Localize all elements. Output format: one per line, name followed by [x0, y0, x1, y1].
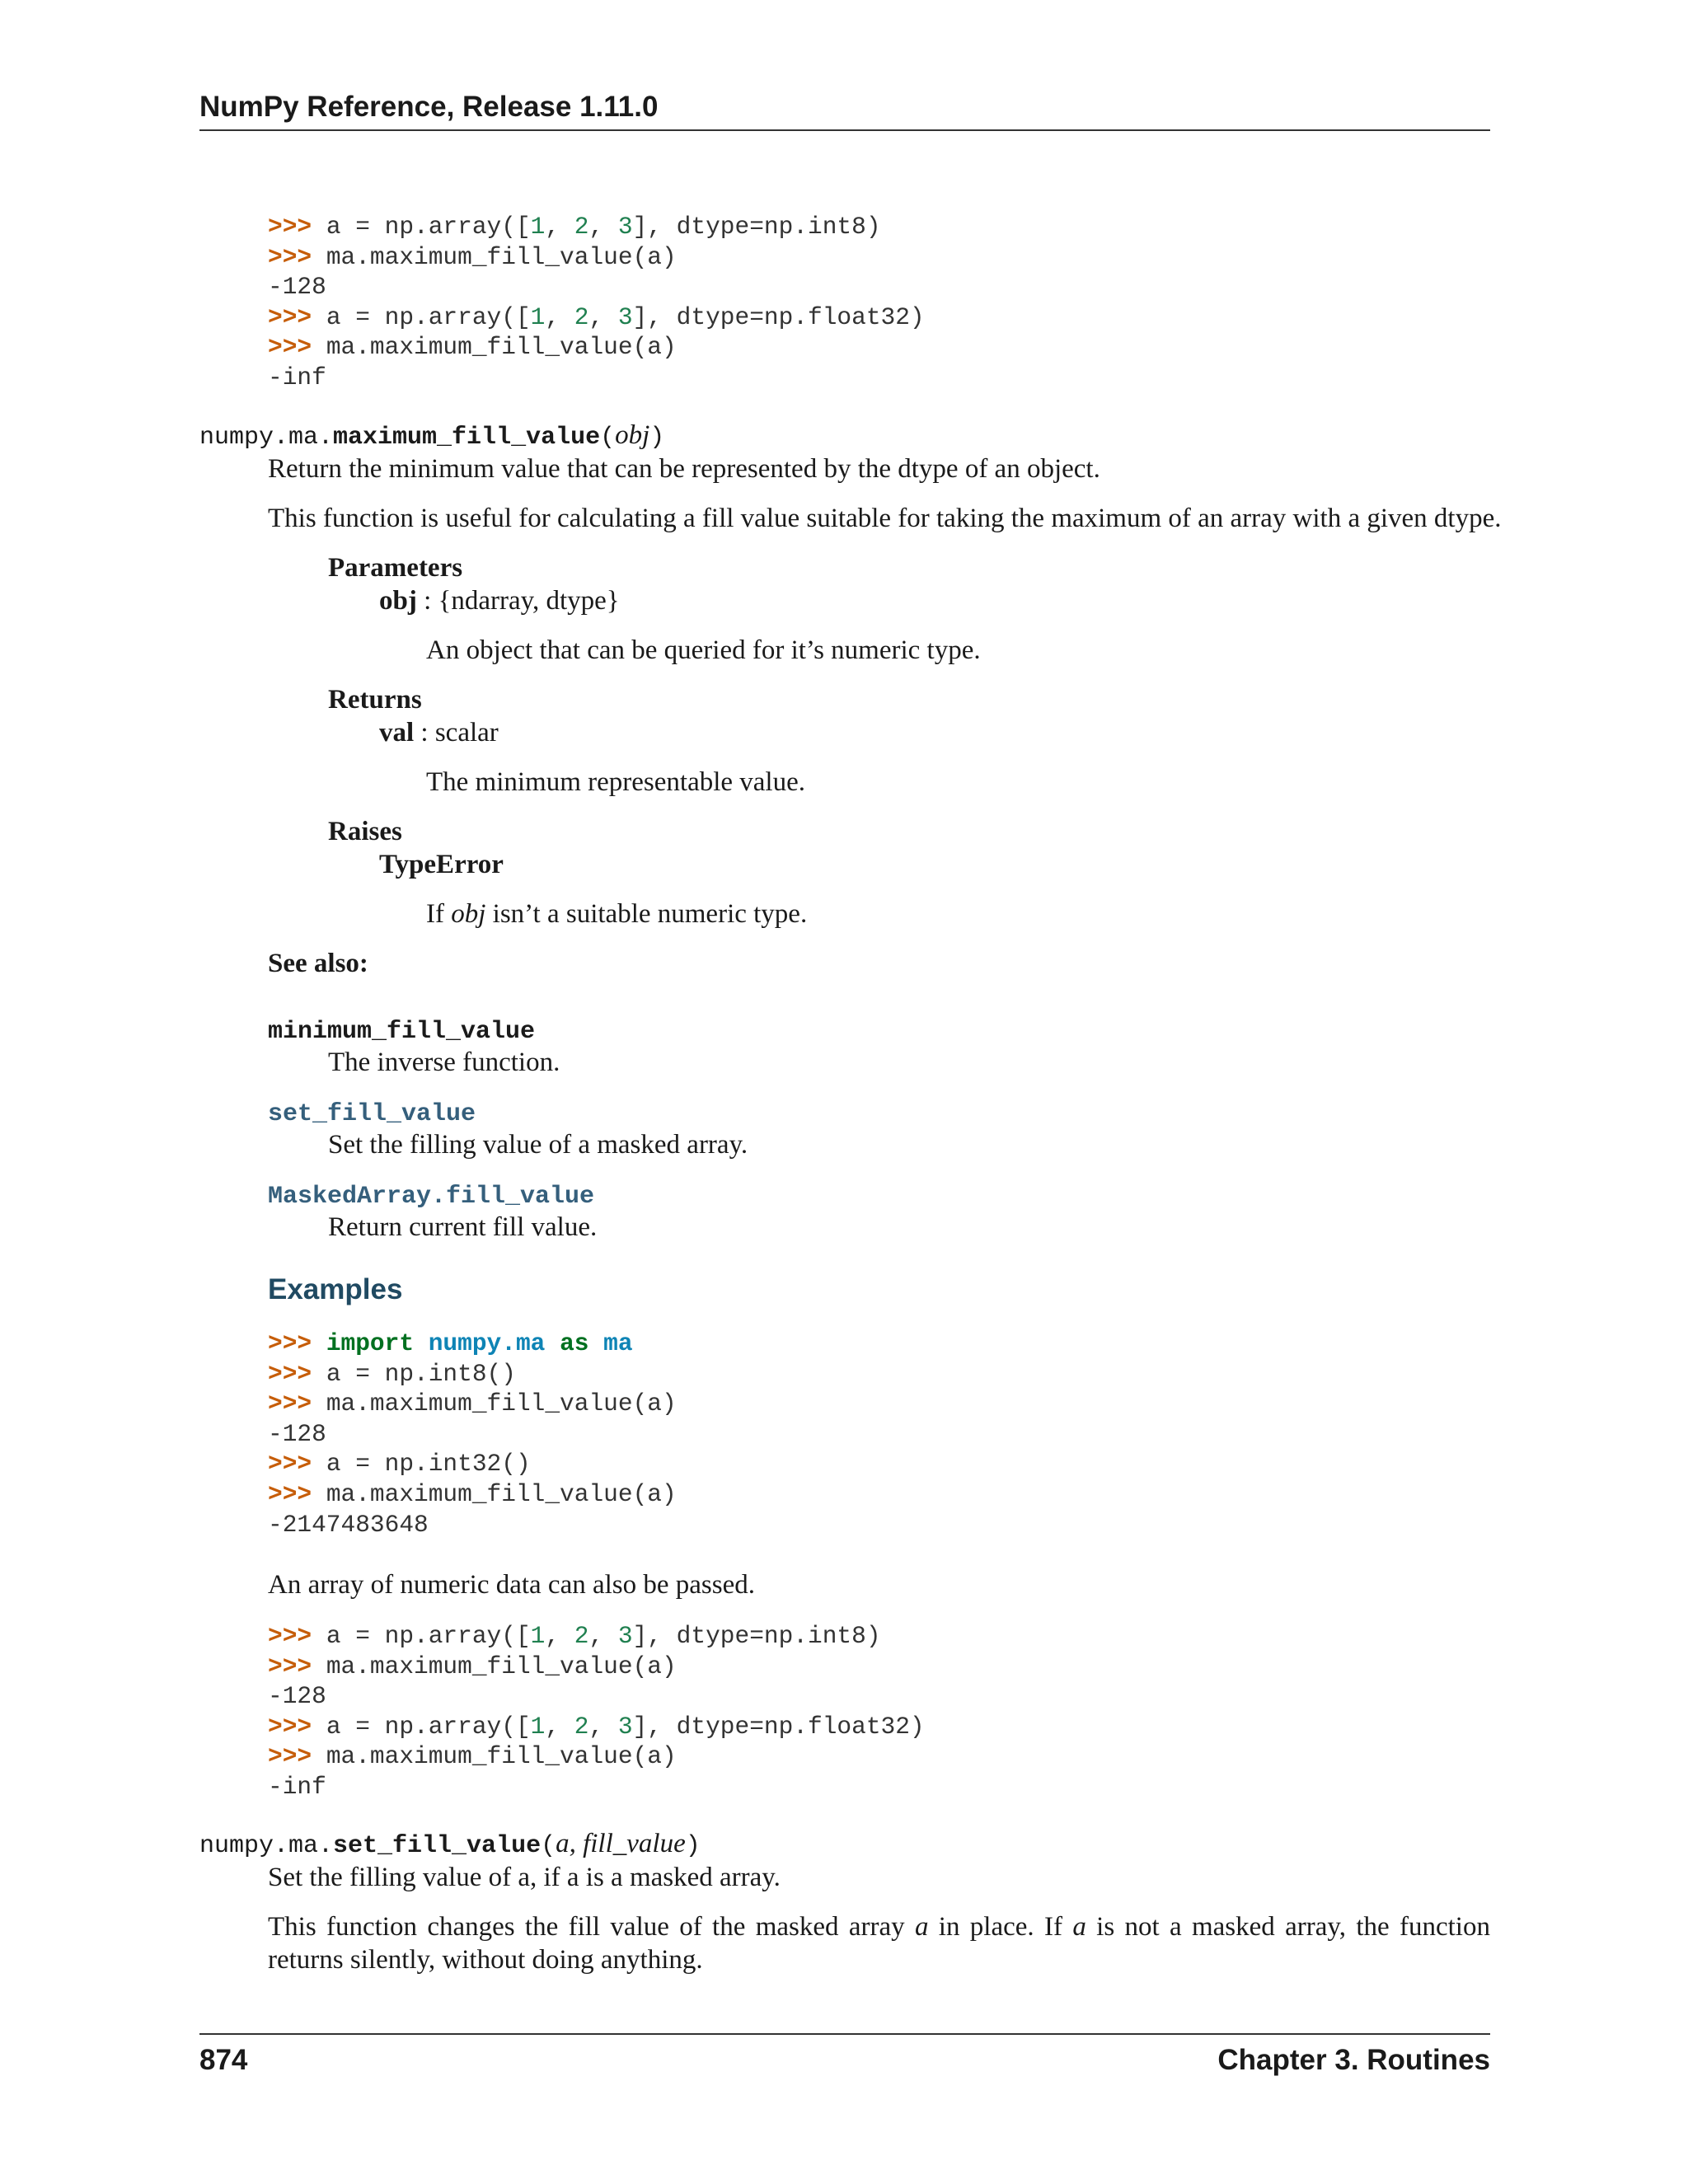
code-line	[268, 1419, 677, 1450]
prompt-marker: >>>	[268, 1390, 326, 1418]
number-literal: 3	[617, 213, 633, 241]
raise-description	[426, 898, 807, 930]
desc-part: is not a masked array, the function returns silently, without doing anything.	[268, 1912, 1490, 1975]
function-summary-2: Set the filling value of a, if a is a masked array.	[268, 1863, 781, 1892]
code-text: ,	[545, 1622, 574, 1650]
code-line	[268, 1712, 925, 1742]
sig-arg: obj	[615, 420, 650, 450]
running-header: NumPy Reference, Release 1.11.0	[199, 91, 659, 123]
number-literal: 2	[574, 213, 589, 241]
number-literal: 1	[530, 213, 546, 241]
sig-module: numpy.ma.	[199, 424, 334, 452]
code-text: ,	[545, 302, 574, 331]
code-text: ma.maximum_fill_value(a)	[326, 242, 677, 271]
code-text: ,	[545, 213, 574, 241]
code-text: ], dtype=np.int8)	[632, 213, 881, 241]
code-text: a = np.array([	[326, 1622, 531, 1650]
code-text	[588, 1329, 603, 1357]
code-text: ], dtype=np.float32)	[632, 302, 925, 331]
param-description: An object that can be queried for it’s numeric type.	[426, 635, 981, 665]
module-name: ma	[603, 1329, 633, 1357]
code-text	[545, 1329, 560, 1357]
code-text: a = np.array([	[326, 1712, 531, 1741]
number-literal: 3	[617, 1622, 633, 1650]
raise-name: TypeError	[379, 850, 504, 879]
code-text: -128	[268, 1419, 326, 1448]
prompt-marker: >>>	[268, 1622, 326, 1650]
prompt-marker: >>>	[268, 302, 326, 331]
sig-module: numpy.ma.	[199, 1832, 334, 1860]
code-text: -inf	[268, 1772, 326, 1801]
code-text: ], dtype=np.float32)	[632, 1712, 925, 1741]
examples-heading: Examples	[268, 1273, 403, 1305]
code-line	[268, 1772, 925, 1802]
prompt-marker: >>>	[268, 1450, 326, 1479]
number-literal: 3	[617, 302, 633, 331]
function-description: This function is useful for calculating a fill value suitable for taking the maximum of an array with a given dtype.	[268, 504, 1502, 533]
code-text: -2147483648	[268, 1510, 429, 1539]
sig-function-name: set_fill_value	[333, 1832, 542, 1860]
raises-heading: Raises	[328, 817, 402, 846]
code-line	[268, 1479, 677, 1510]
prompt-marker: >>>	[268, 1329, 326, 1357]
see-also-desc: Return current fill value.	[328, 1212, 598, 1242]
prompt-marker: >>>	[268, 1359, 326, 1388]
number-literal: 2	[574, 1622, 589, 1650]
code-text: ma.maximum_fill_value(a)	[326, 1742, 677, 1771]
number-literal: 2	[574, 1712, 589, 1741]
code-text: ma.maximum_fill_value(a)	[326, 1479, 677, 1508]
desc-italic: a	[914, 1912, 929, 1942]
number-literal: 1	[530, 302, 546, 331]
see-also-link-set-fill-value[interactable]: set_fill_value	[268, 1100, 476, 1128]
code-text: a = np.array([	[326, 213, 531, 241]
footer-rule	[199, 2033, 1490, 2035]
see-also-name: minimum_fill_value	[268, 1018, 536, 1046]
sig-open-paren: (	[541, 1832, 556, 1860]
sig-arg: a, fill_value	[556, 1829, 686, 1858]
module-name: numpy.ma	[428, 1329, 546, 1357]
prompt-marker: >>>	[268, 1479, 326, 1508]
param-entry	[379, 584, 620, 617]
parameters-heading: Parameters	[328, 553, 463, 583]
sig-close-paren: )	[649, 424, 665, 452]
sig-open-paren: (	[600, 424, 616, 452]
code-text	[414, 1329, 429, 1357]
code-line	[268, 1741, 925, 1772]
code-text: ,	[588, 1622, 618, 1650]
prompt-marker: >>>	[268, 242, 326, 271]
code-text: a = np.int32()	[326, 1450, 531, 1479]
code-text: a = np.int8()	[326, 1359, 516, 1388]
desc-part: in place. If	[928, 1912, 1073, 1942]
raise-desc-pre: If	[426, 899, 452, 929]
code-line	[268, 242, 925, 273]
number-literal: 1	[530, 1712, 546, 1741]
see-also-desc: The inverse function.	[328, 1047, 560, 1077]
code-text: ,	[588, 213, 618, 241]
prompt-marker: >>>	[268, 1712, 326, 1741]
see-also-item-set-fill-value[interactable]	[268, 1095, 476, 1131]
return-name: val	[379, 718, 415, 748]
desc-part: This function changes the fill value of the masked array	[268, 1912, 915, 1942]
param-type: : {ndarray, dtype}	[416, 586, 620, 616]
code-text: ma.maximum_fill_value(a)	[326, 1652, 677, 1680]
number-literal: 3	[617, 1712, 633, 1741]
code-text: -128	[268, 273, 326, 302]
keyword: import	[326, 1329, 415, 1357]
sig-function-name: maximum_fill_value	[333, 424, 601, 452]
code-line	[268, 1329, 677, 1359]
desc-italic: a	[1072, 1912, 1086, 1942]
code-text: ,	[545, 1712, 574, 1741]
code-block-examples-2	[268, 1621, 925, 1802]
code-line	[268, 332, 925, 363]
number-literal: 2	[574, 302, 589, 331]
code-line	[268, 272, 925, 302]
raise-desc-post: isn’t a suitable numeric type.	[485, 899, 808, 929]
code-text: ma.maximum_fill_value(a)	[326, 1390, 677, 1418]
code-line	[268, 212, 925, 242]
prompt-marker: >>>	[268, 333, 326, 362]
code-block-top	[268, 212, 925, 393]
keyword: as	[560, 1329, 589, 1357]
chapter-label: Chapter 3. Routines	[1217, 2044, 1490, 2076]
code-line	[268, 1510, 677, 1540]
code-text: ,	[588, 1712, 618, 1741]
see-also-desc: Set the filling value of a masked array.	[328, 1130, 748, 1160]
code-text: -128	[268, 1682, 326, 1711]
return-type: : scalar	[414, 718, 499, 748]
code-line	[268, 1449, 677, 1479]
code-line	[268, 302, 925, 333]
code-text: -inf	[268, 363, 326, 391]
code-text: a = np.array([	[326, 302, 531, 331]
param-name: obj	[379, 586, 417, 616]
prompt-marker: >>>	[268, 1652, 326, 1680]
sig-close-paren: )	[685, 1832, 701, 1860]
see-also-link-maskedarray-fill-value[interactable]: MaskedArray.fill_value	[268, 1183, 595, 1211]
prompt-marker: >>>	[268, 1742, 326, 1771]
return-entry	[379, 716, 499, 749]
number-literal: 1	[530, 1622, 546, 1650]
function-description-2	[268, 1910, 1490, 1976]
prompt-marker: >>>	[268, 213, 326, 241]
function-summary: Return the minimum value that can be represented by the dtype of an object.	[268, 454, 1100, 484]
header-rule	[199, 129, 1490, 131]
code-line	[268, 1389, 677, 1419]
code-line	[268, 1681, 925, 1712]
returns-heading: Returns	[328, 685, 422, 715]
code-line	[268, 1359, 677, 1390]
array-note: An array of numeric data can also be passed.	[268, 1570, 756, 1600]
code-text: ], dtype=np.int8)	[632, 1622, 881, 1650]
code-text: ,	[588, 302, 618, 331]
function-signature-maximum-fill-value	[199, 420, 664, 452]
see-also-heading: See also:	[268, 949, 368, 978]
code-text: ma.maximum_fill_value(a)	[326, 333, 677, 362]
return-description: The minimum representable value.	[426, 767, 806, 797]
code-line	[268, 1621, 925, 1652]
page-number: 874	[199, 2044, 248, 2076]
code-line	[268, 1652, 925, 1682]
see-also-item-maskedarray-fill-value[interactable]	[268, 1178, 594, 1213]
code-block-examples	[268, 1329, 677, 1540]
see-also-item-minimum-fill-value	[268, 1013, 535, 1048]
code-line	[268, 363, 925, 393]
raise-desc-italic: obj	[451, 899, 486, 929]
function-signature-set-fill-value	[199, 1829, 701, 1860]
